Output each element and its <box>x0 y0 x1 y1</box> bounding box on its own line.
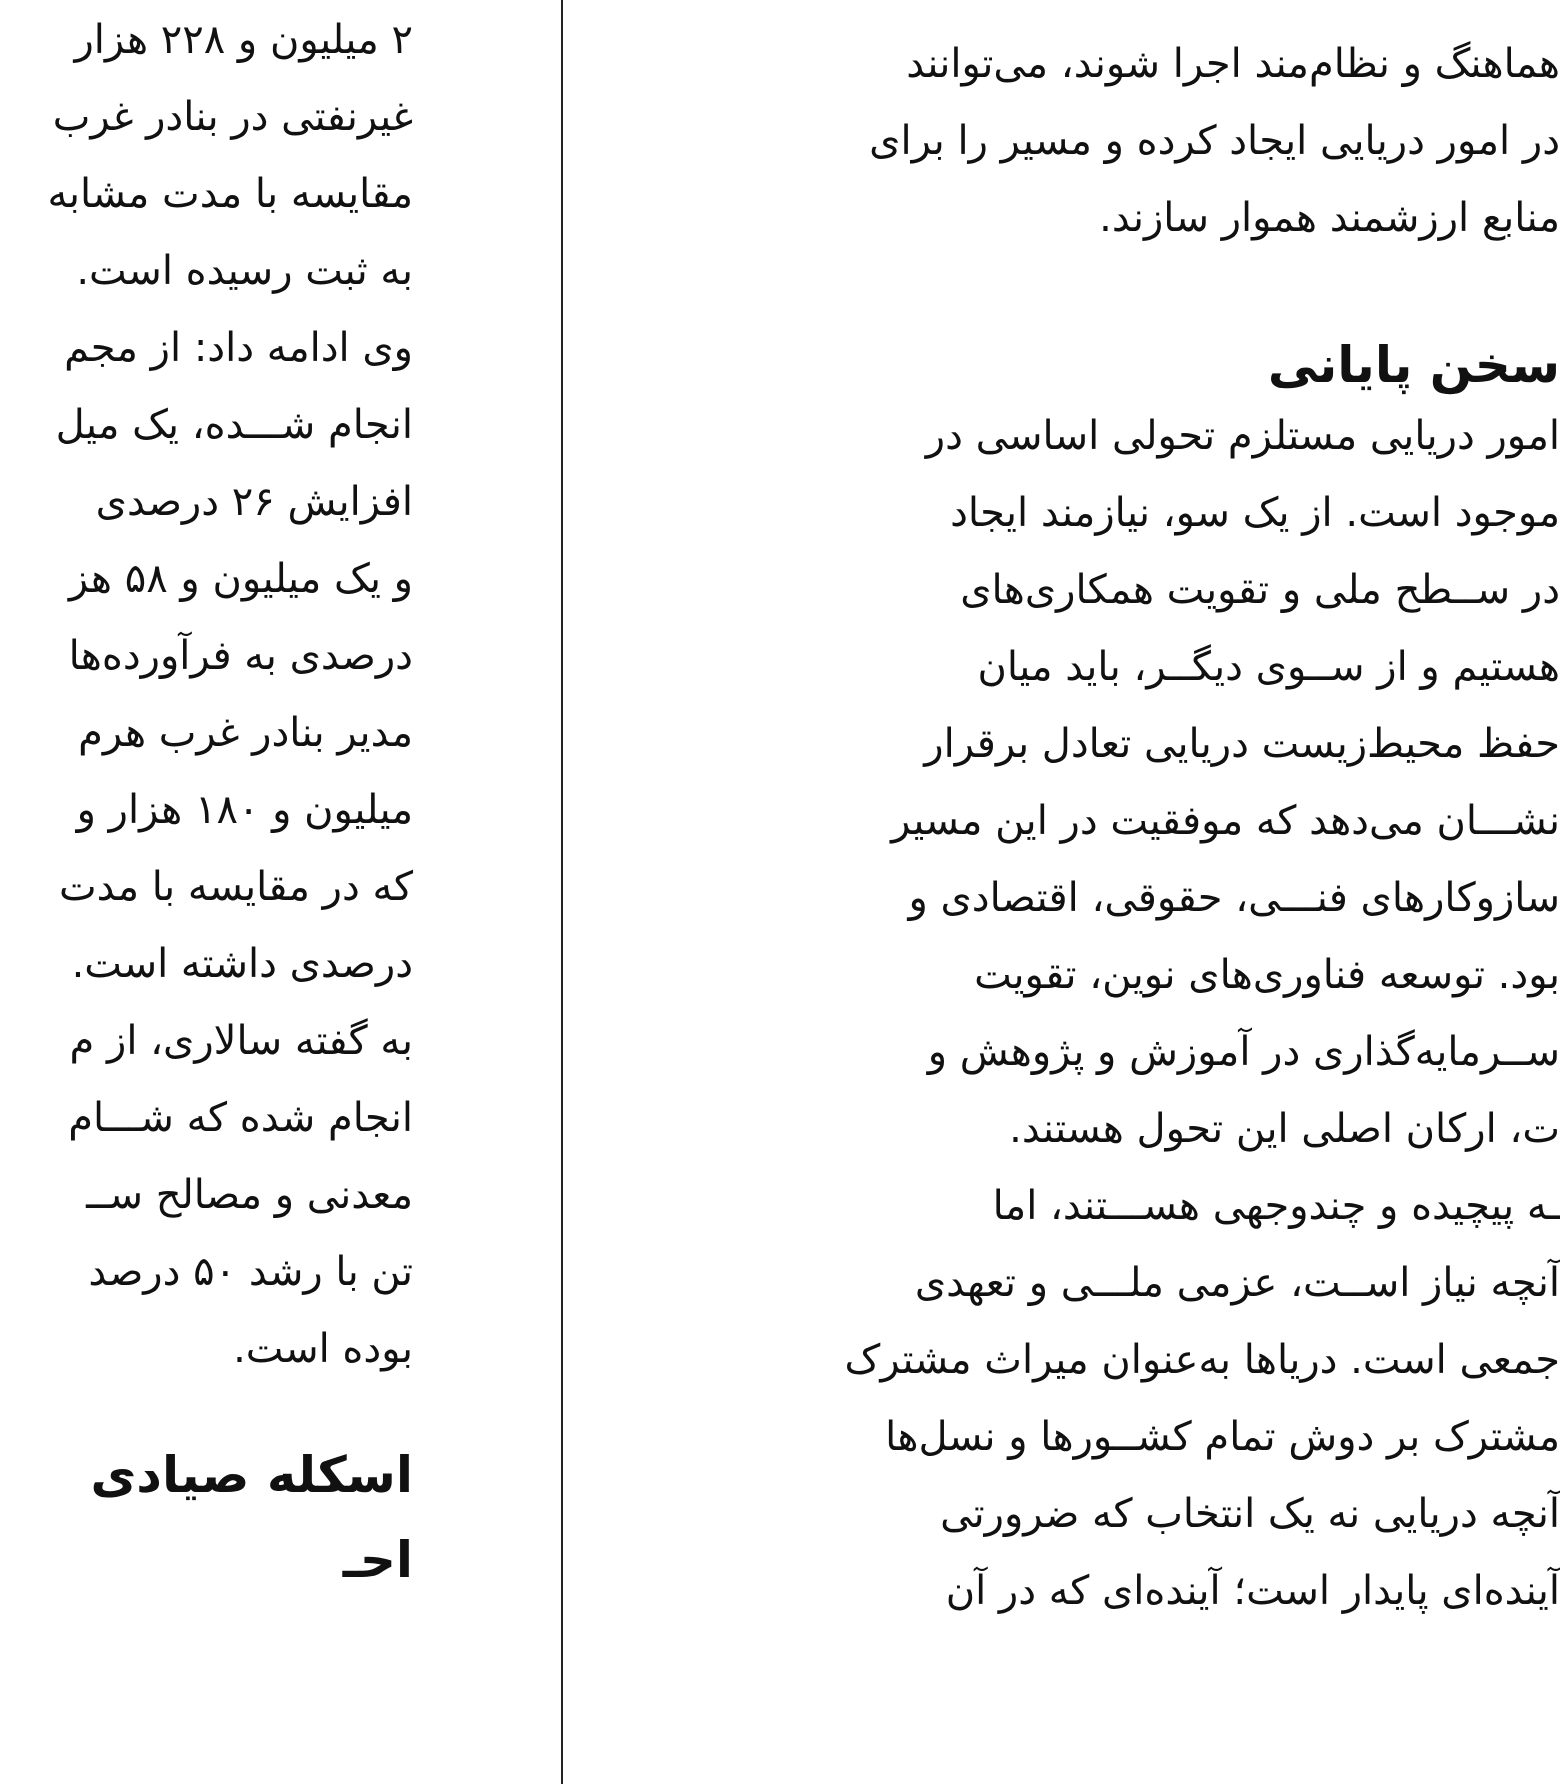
right-line: امور دریایی مستلزم تحولی اساسی در <box>925 413 1560 459</box>
left-line: ۲ میلیون و ۲۲۸ هزار <box>74 17 413 63</box>
section-heading: سخن پایانی <box>1267 336 1560 394</box>
right-line: بود. توسعه فناوری‌های نوین، تقویت <box>974 952 1560 998</box>
left-line: انجام شده که شـــام <box>68 1095 413 1141</box>
right-line: ت، ارکان اصلی این تحول هستند. <box>1009 1106 1560 1152</box>
left-line: افزایش ۲۶ درصدی <box>95 479 413 525</box>
left-line: بوده است. <box>233 1326 413 1372</box>
left-line: انجام شـــده، یک میل <box>55 402 413 448</box>
left-line: به گفته سالاری، از م <box>69 1018 413 1064</box>
left-line: تن با رشد ۵۰ درصد <box>88 1249 413 1295</box>
right-line: هماهنگ و نظام‌مند اجرا شوند، می‌توانند <box>906 41 1560 87</box>
right-line: مشترک بر دوش تمام کشــورها و نسل‌ها <box>885 1414 1560 1460</box>
right-line: ـه پیچیده و چندوجهی هســـتند، اما <box>992 1183 1560 1229</box>
left-line: درصدی داشته است. <box>71 941 413 987</box>
right-line: آینده‌ای پایدار است؛ آینده‌ای که در آن <box>945 1568 1560 1614</box>
left-line: میلیون و ۱۸۰ هزار و <box>76 787 413 833</box>
left-line: غیرنفتی در بنادر غرب <box>52 94 413 140</box>
right-line: در ســطح ملی و تقویت همکاری‌های <box>960 567 1560 613</box>
right-line: آنچه دریایی نه یک انتخاب که ضرورتی <box>940 1491 1560 1537</box>
left-line: مقایسه با مدت مشابه <box>47 171 413 217</box>
right-line: آنچه نیاز اســت، عزمی ملـــی و تعهدی <box>914 1260 1560 1306</box>
right-line: موجود است. از یک سو، نیازمند ایجاد <box>950 490 1560 536</box>
section-heading: احـ <box>342 1531 413 1589</box>
section-heading: اسکله صیادی <box>90 1446 413 1504</box>
right-line: جمعی است. دریاها به‌عنوان میراث مشترک <box>844 1337 1560 1383</box>
right-line: نشـــان می‌دهد که موفقیت در این مسیر <box>891 798 1560 844</box>
left-line: مدیر بنادر غرب هرم <box>78 710 413 756</box>
left-line: و یک میلیون و ۵۸ هز <box>68 556 413 602</box>
left-line: که در مقایسه با مدت <box>59 864 413 910</box>
right-line: سازوکارهای فنـــی، حقوقی، اقتصادی و <box>908 875 1560 921</box>
right-line: منابع ارزشمند هموار سازند. <box>1099 195 1560 241</box>
left-line: وی ادامه داد: از مجم <box>64 325 413 371</box>
right-line: در امور دریایی ایجاد کرده و مسیر را برای <box>869 118 1560 164</box>
column-divider <box>561 0 563 1784</box>
right-line: هستیم و از ســوی دیگــر، باید میان <box>977 644 1560 690</box>
right-line: ســرمایه‌گذاری در آموزش و پژوهش و <box>927 1029 1560 1075</box>
right-line: حفظ محیط‌زیست دریایی تعادل برقرار <box>924 721 1560 767</box>
left-line: درصدی به فرآورده‌ها <box>68 633 413 679</box>
left-line: به ثبت رسیده است. <box>76 248 413 294</box>
left-line: معدنی و مصالح ســ <box>86 1172 413 1218</box>
